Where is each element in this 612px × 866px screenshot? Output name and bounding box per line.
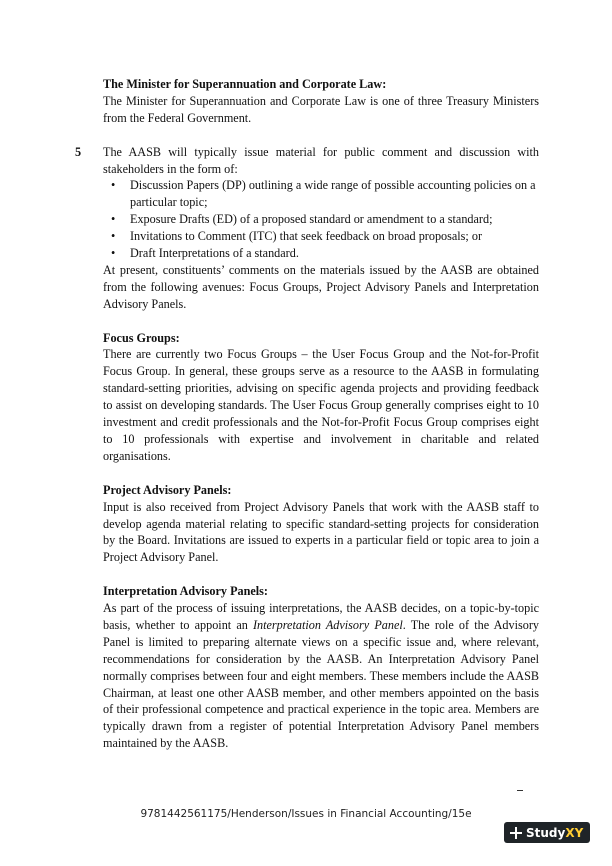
- minister-text: The Minister for Superannuation and Corporate Law is one of three Treasury Ministers from the Federal Government.: [103, 93, 539, 125]
- bullet-item-4: • Draft Interpretations of a standard.: [130, 245, 539, 262]
- minister-heading: The Minister for Superannuation and Corporate Law:: [103, 77, 387, 91]
- project-panels-heading: Project Advisory Panels:: [103, 482, 232, 497]
- footer-text: 9781442561175/Henderson/Issues in Financial Accounting/15e: [140, 808, 472, 820]
- brand-name-accent: XY: [565, 825, 584, 840]
- interp-panels-heading: Interpretation Advisory Panels:: [103, 584, 268, 599]
- interp-text-italic: Interpretation Advisory Panel: [252, 617, 403, 632]
- item-5: [75, 144, 539, 313]
- project-panels-text: Input is also received from Project Advisory Panels that work with the AASB staff to develop agenda material relating to specific standard-setting projects for consideration by the Board. Invitations are issued to experts in a particular field or topic area to join a Project Advisory Panel.: [103, 499, 539, 565]
- brand-name: Study: [526, 825, 566, 840]
- bullet-item-2: • Exposure Drafts (ED) of a proposed standard or amendment to a standard;: [130, 211, 539, 228]
- interp-panels-text: [103, 600, 539, 752]
- bullet-item-3: • Invitations to Comment (ITC) that seek feedback on broad proposals; or: [130, 228, 539, 245]
- bullet-list: [103, 177, 539, 262]
- focus-groups-heading: Focus Groups:: [103, 330, 180, 345]
- interp-text-part-1: As part of the process of issuing interpretations, the AASB decides, on a topic-by-topic basis, whether to appoint an: [103, 601, 539, 632]
- bullet-item-1: • Discussion Papers (DP) outlining a wide range of possible accounting policies on a particular topic;: [130, 177, 539, 211]
- focus-groups-text: There are currently two Focus Groups – the User Focus Group and the Not-for-Profit Focus Group. In general, these groups serve as a resource to the AASB in formulating standard-setting priorities, advising on specific agenda projects and providing feedback to assist on developing standards. The User Focus Group generally comprises eight to 10 investment and credit professionals and the Not-for-Profit Focus Group comprises eight to 10 professionals with expertise and involvement in charitable and related organisations.: [103, 347, 539, 463]
- page-body: [75, 76, 539, 752]
- studyxy-badge[interactable]: [504, 822, 590, 843]
- plus-icon: [509, 826, 523, 840]
- item-5-intro: The AASB will typically issue material for public comment and discussion with stakeholders in the form of:: [103, 144, 539, 176]
- item-number: 5: [75, 144, 82, 159]
- footer-dash: [517, 790, 523, 791]
- item-5-after: At present, constituents’ comments on the materials issued by the AASB are obtained from the following avenues: Focus Groups, Project Advisory Panels and Interpretation Advisory Panels.: [103, 262, 539, 311]
- interp-text-part-2: . The role of the Advisory Panel is limited to preparing alternate views on a specific issue and, where relevant, recommendations for consideration by the AASB. An Interpretation Advisory Panel normally comprises between four and eight members. These members include the AASB Chairman, at least one other AASB member, and other members appointed on the basis of their professional competence and practical experience in the topic area. Members are typically drawn from a register of potential Interpretation Advisory Panel members maintained by the AASB.: [103, 617, 539, 751]
